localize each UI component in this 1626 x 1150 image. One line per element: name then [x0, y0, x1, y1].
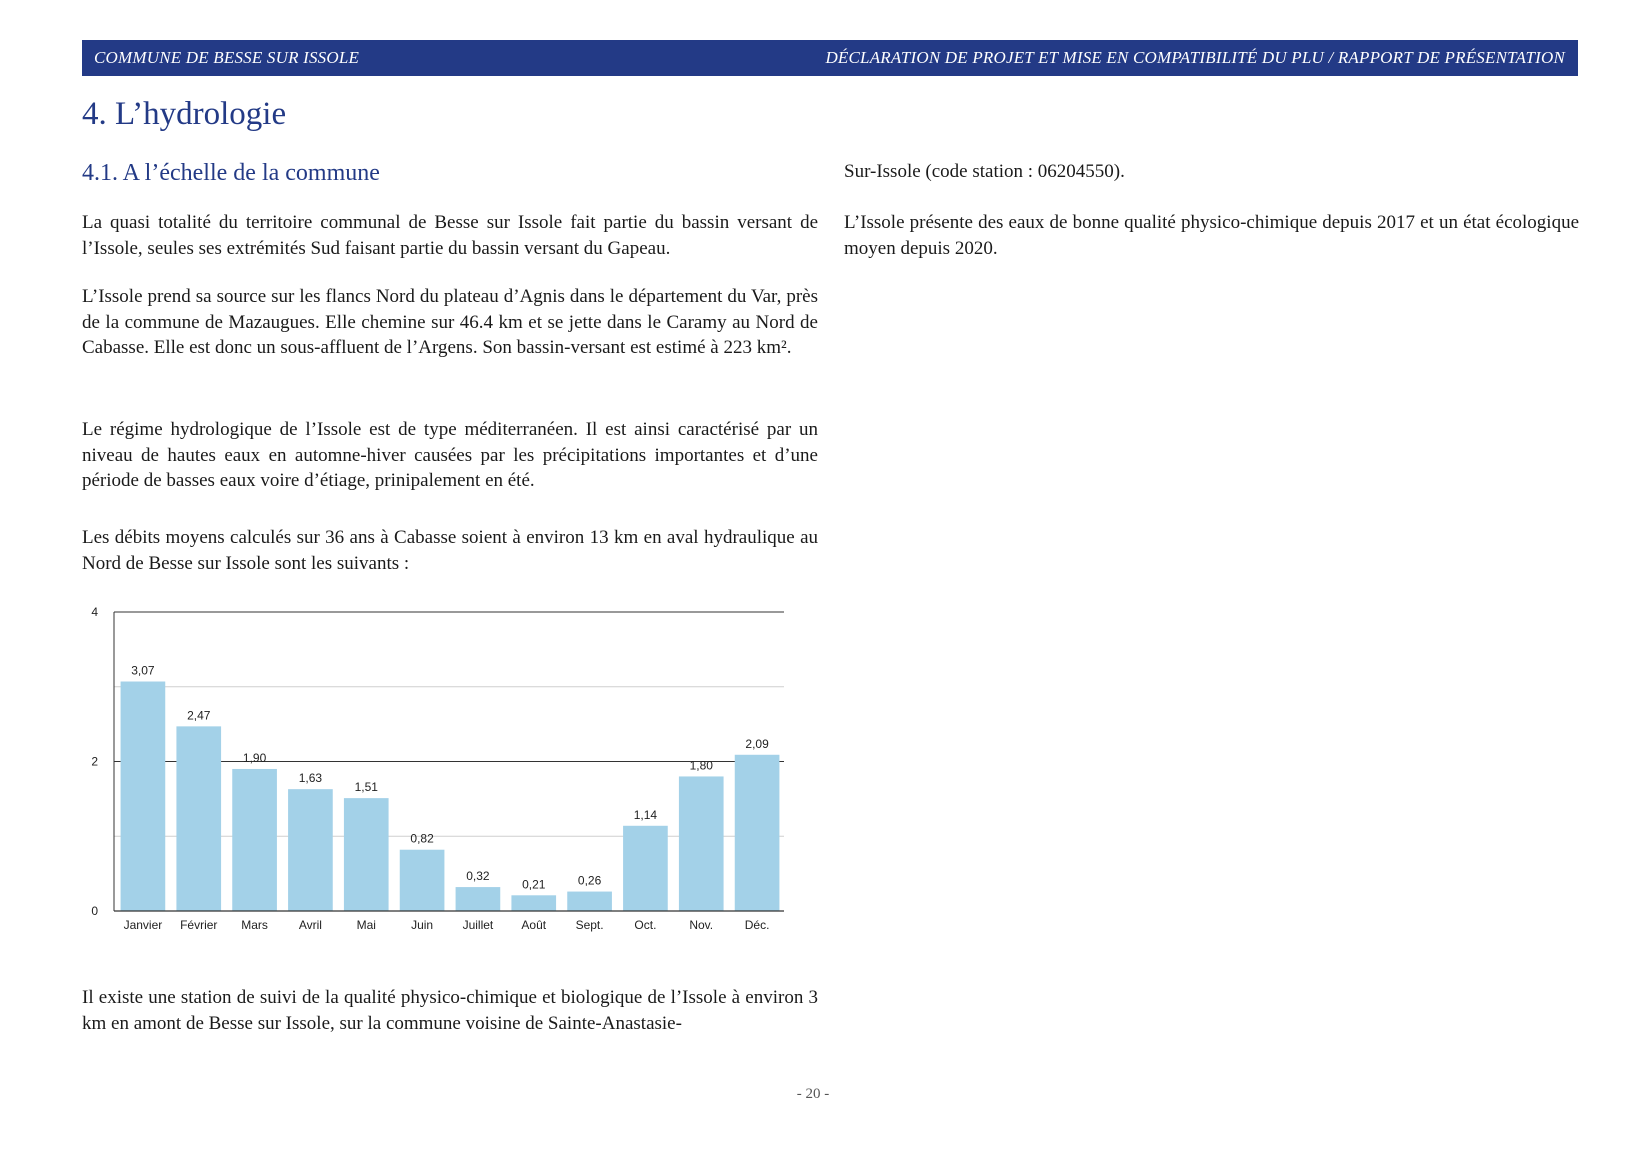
section-title: 4. L’hydrologie	[82, 96, 287, 132]
bar-value-label: 1,14	[633, 807, 658, 822]
page-number: - 20 -	[796, 1086, 830, 1102]
paragraph-station-suivi: Il existe une station de suivi de la qualité physico-chimique et biologique de l’Issole à environ 3 km en amont de Besse sur Issole, sur la commune voisine de Sainte-Anastasie-	[82, 987, 818, 1034]
bar	[735, 755, 780, 911]
paragraph-qualite-eaux: L’Issole présente des eaux de bonne qualité physico-chimique depuis 2017 et un état écologique moyen depuis 2020.	[844, 212, 1579, 259]
bar	[623, 826, 668, 911]
bar-value-label: 2,47	[187, 708, 211, 723]
x-tick-label: Janvier	[123, 918, 163, 932]
bar	[344, 798, 389, 911]
bar-value-label: 0,32	[466, 869, 490, 884]
x-tick-label: Sept.	[575, 918, 604, 932]
bar-value-label: 1,90	[242, 750, 267, 765]
bar-value-label: 0,26	[577, 873, 602, 888]
header-commune: COMMUNE DE BESSE SUR ISSOLE	[94, 48, 360, 67]
x-tick-label: Déc.	[744, 918, 770, 932]
bar	[232, 769, 277, 911]
page-header	[82, 40, 1578, 76]
debits-bar-chart	[82, 604, 802, 944]
bar-value-label: 0,82	[410, 831, 434, 846]
paragraph-debits-moyens: Les débits moyens calculés sur 36 ans à Cabasse soient à environ 13 km en aval hydraulique au Nord de Besse sur Issole sont les suivants :	[82, 527, 818, 574]
bar-value-label: 1,63	[298, 771, 323, 786]
debits-chart	[82, 604, 802, 944]
bar-value-label: 2,09	[745, 736, 769, 751]
bar-value-label: 1,80	[689, 758, 713, 773]
bar-value-label: 0,21	[522, 877, 546, 892]
bar	[679, 776, 724, 911]
x-tick-label: Juillet	[462, 918, 494, 932]
paragraph-source-issole: L’Issole prend sa source sur les flancs Nord du plateau d’Agnis dans le département du Var, près de la commune de Mazaugues. Elle chemine sur 46.4 km et se jette dans le Caramy au Nord de Cabasse. Elle est donc un sous-affluent de l’Argens. Son bassin-versant est estimé à 223 km².	[82, 286, 818, 358]
x-tick-label: Avril	[298, 918, 322, 932]
subsection-title: 4.1. A l’échelle de la commune	[82, 160, 380, 186]
y-tick-label: 0	[91, 904, 98, 918]
y-tick-label: 2	[91, 754, 98, 769]
header-document-title: DÉCLARATION DE PROJET ET MISE EN COMPATIBILITÉ DU PLU / RAPPORT DE PRÉSENTATION	[825, 48, 1565, 67]
bar-value-label: 1,51	[354, 780, 378, 795]
bar	[511, 895, 556, 911]
bar	[400, 850, 445, 911]
x-tick-label: Juin	[411, 918, 434, 932]
bar	[567, 892, 612, 911]
paragraph-code-station: Sur-Issole (code station : 06204550).	[844, 161, 1125, 182]
paragraph-bassin-versant: La quasi totalité du territoire communal de Besse sur Issole fait partie du bassin versant de l’Issole, seules ses extrémités Sud faisant partie du bassin versant du Gapeau.	[82, 212, 818, 259]
bar-value-label: 3,07	[131, 663, 155, 678]
bar	[456, 887, 501, 911]
bar	[288, 789, 333, 911]
x-tick-label: Août	[521, 918, 547, 932]
x-tick-label: Nov.	[689, 918, 714, 932]
y-tick-label: 4	[91, 605, 98, 619]
bar	[176, 726, 221, 911]
x-tick-label: Oct.	[634, 918, 657, 932]
x-tick-label: Mars	[241, 918, 268, 932]
x-tick-label: Février	[180, 918, 218, 932]
bar	[121, 682, 166, 911]
x-tick-label: Mai	[356, 918, 376, 932]
paragraph-regime-hydrologique: Le régime hydrologique de l’Issole est de type méditerranéen. Il est ainsi caractérisé par un niveau de hautes eaux en automne-hiver causées par les précipitations importantes et d’une période de basses eaux voire d’étiage, prinipalement en été.	[82, 419, 818, 491]
